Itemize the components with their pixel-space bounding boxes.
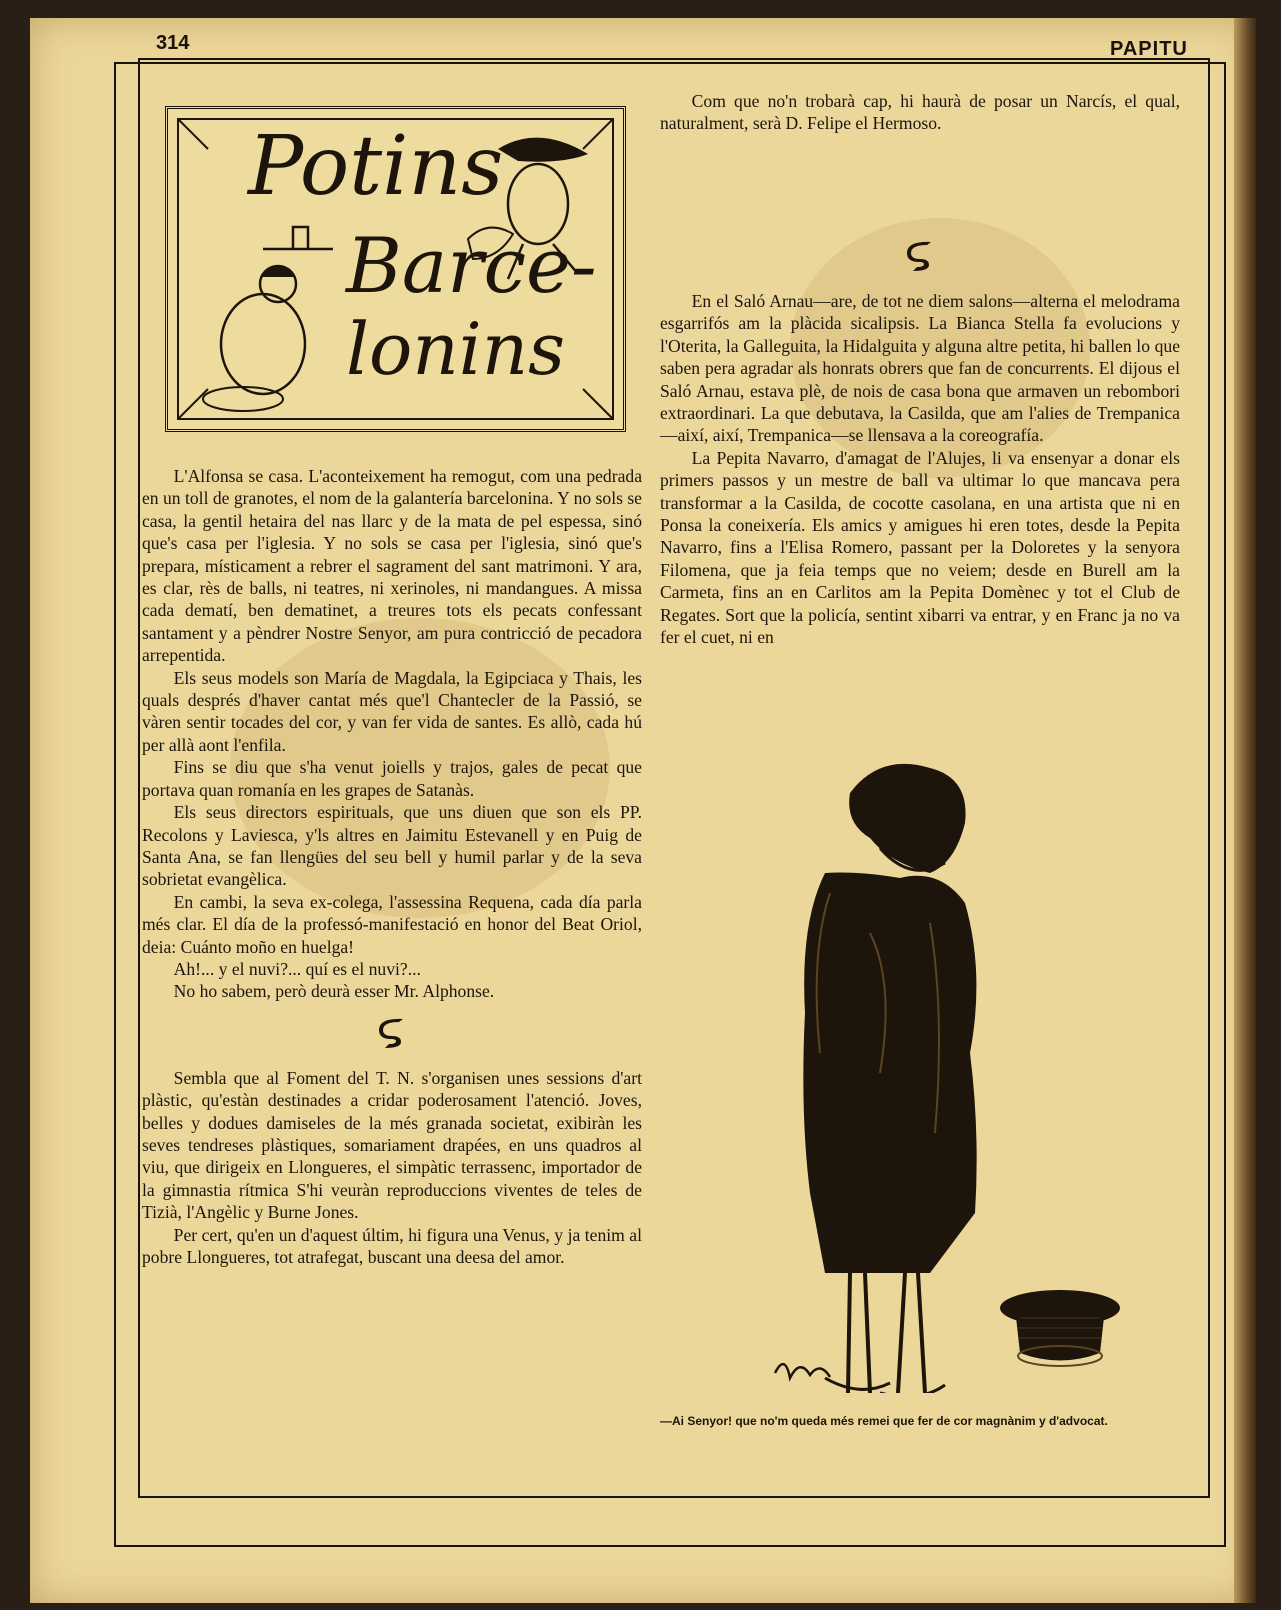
- paragraph: La Pepita Navarro, d'amagat de l'Alujes, li va ensenyar a donar els primers passos y un mestre de ball va ultimar lo que mancava pera transformar a la Casilda, de cocotte casolana, en una artista que ni en Ponsa la coneixería. Els amics y amigues hi eren totes, desde la Pepita Navarro, fins a l'Elisa Romero, passant per la Doloretes y la senyora Filomena, que ja feia temps que no veiem; desde en Burell am la Carmeta, fins an en Carlitos am la Pepita Domènec y tot el Club de Regates. Sort que la policía, sentint xibarri va entrar, y en Franc ja no va fer el cuet, ni en: [660, 447, 1180, 648]
- cartoon-illustration: [730, 753, 1150, 1393]
- section-divider: [142, 1003, 642, 1067]
- paragraph: En cambi, la seva ex-colega, l'assessina Requena, cada día parla més clar. El día de la professó-manifestació en honor del Beat Oriol, deia: Cuánto moño en huelga!: [142, 891, 642, 957]
- paragraph: No ho sabem, però deurà esser Mr. Alphonse.: [173, 981, 495, 1002]
- paragraph: Per cert, qu'en un d'aquest últim, hi figura una Venus, y ja tenim al pobre Llongueres, tot atrafegat, buscant una deesa del amor.: [142, 1224, 642, 1267]
- title-line-2: Barce-: [346, 221, 597, 310]
- paragraph: En el Saló Arnau—are, de tot ne diem salons—alterna el melodrama esgarrifós am la plàcida sicalipsis. La Bianca Stella fa evolucions y l'Oterita, la Galleguita, la Hidalguita y alguna altre petita, hi ballen lo que saben pera agradar als honrats obrers que fan de concurrents. El dijous el Saló Arnau, estava plè, de nois de casa bona que armaven un rebombori extraordinari. La que debutava, la Casilda, que am l'alies de Trempanica—així, així, Trempanica—se llensava a la coreografía.: [660, 291, 1180, 446]
- paragraph: Fins se diu que s'ha venut joiells y trajos, gales de pecat que portava quan romanía en les grapes de Satanàs.: [142, 757, 642, 800]
- book-spine: [1234, 18, 1256, 1603]
- paragraph: Sembla que al Foment del T. N. s'organisen unes sessions d'art plàstic, qu'estàn destinades a cridar poderosament l'atenció. Joves, belles y dodues damiseles de la més granada societat, exibiràn les seves tendreses plàstiques, somariament drapées, en uns quadros al viu, que dirigeix en Llongueres, el simpàtic terrassenc, importador de la gimnastia rítmica S'hi veuràn reproduccions viventes de teles de Tizià, l'Angèlic y Burne Jones.: [142, 1067, 642, 1223]
- ornament-icon: [377, 1018, 407, 1052]
- magazine-page: [30, 18, 1256, 1603]
- section-divider: [660, 226, 1180, 290]
- illustration-caption: —Ai Senyor! que no'm queda més remei que fer de cor magnànim y d'advocat.: [660, 1414, 1108, 1428]
- title-line-1: Potins: [248, 119, 504, 214]
- section-title-illustration: [165, 106, 626, 432]
- page-number: 314: [156, 32, 190, 54]
- right-column-mid: [660, 226, 1180, 649]
- paragraph: Ah!... y el nuvi?... quí es el nuvi?...: [173, 958, 421, 979]
- paragraph: Els seus models son María de Magdala, la Egipciaca y Thais, les quals després d'haver cantat més que'l Chantecler de la Passió, se vàren sentir tocades del cor, y van fer vida de santes. Es allò, cada hú per allà aont l'enfila.: [142, 667, 642, 755]
- paragraph: Els seus directors espirituals, que uns diuen que son els PP. Recolons y Laviesca, y'ls altres en Jaimitu Estevanell y en Puig de Santa Ana, se fan llengües del seu bell y humil parlar y de la seva sobrietat evangèlica.: [142, 802, 642, 890]
- left-column: [142, 465, 642, 1268]
- magazine-name: PAPITU: [1110, 38, 1188, 60]
- paragraph: Com que no'n trobarà cap, hi haurà de posar un Narcís, el qual, naturalment, serà D. Felipe el Hermoso.: [660, 91, 1180, 134]
- title-line-3: lonins: [346, 307, 566, 391]
- ornament-icon: [905, 241, 935, 275]
- paragraph: L'Alfonsa se casa. L'aconteixement ha remogut, com una pedrada en un toll de granotes, el nom de la galantería barcelonina. Y no sols se casa, la gentil hetaira del nas llarc y de la mata de pel espessa, sinó que's casa per l'iglesia. Y no sols se casa per l'iglesia, sinó que's prepara, místicament a rebrer el sagrament del sant matrimoni. Y ara, es clar, rès de balls, ni teatres, ni xerinoles, ni mandangues. A missa cada dematí, ben dematinet, a treures tots els pecats confessant santament y a pèndrer Nostre Senyor, am pura contricció de pecadora arrepentida.: [142, 466, 642, 666]
- right-column-top: [660, 90, 1180, 135]
